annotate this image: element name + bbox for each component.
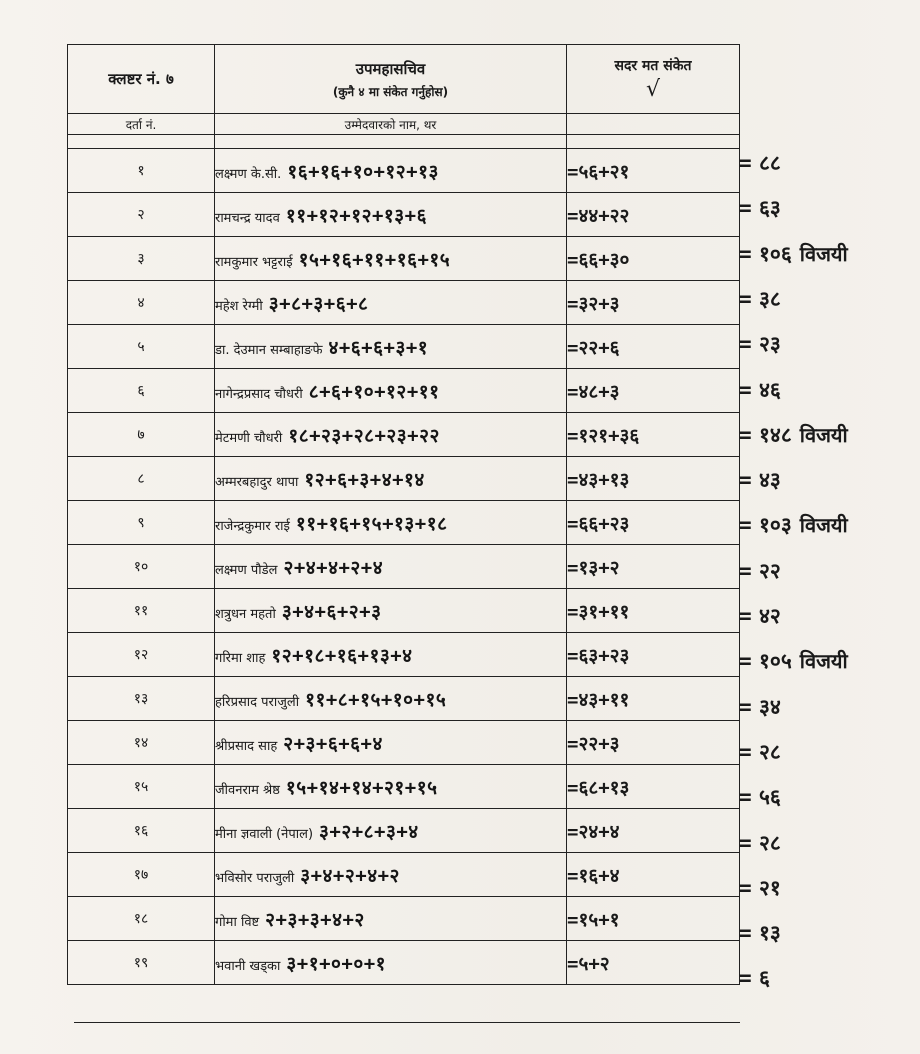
subtotal-cell: [567, 237, 740, 281]
post-title: उपमहासचिव: [355, 59, 426, 78]
table-row: [68, 897, 740, 941]
handwritten-subtotal: =३१+११: [567, 600, 630, 623]
handwritten-subtotal: =२२+३: [567, 732, 620, 755]
handwritten-total: ४२: [759, 604, 781, 628]
table-row: [68, 457, 740, 501]
total-line: [739, 738, 909, 766]
candidate-name: मीना ज्ञवाली (नेपाल): [215, 826, 314, 842]
handwritten-tally: ११+१६+१५+१३+१८: [295, 512, 448, 535]
candidate-name: शत्रुधन महतो: [215, 606, 276, 622]
table-row: [68, 589, 740, 633]
handwritten-tally: २+३+३+४+२: [265, 908, 365, 931]
handwritten-total: १०६: [759, 241, 792, 266]
handwritten-subtotal: =५६+२१: [567, 160, 630, 183]
total-line: [739, 285, 909, 313]
candidate-label: उम्मेदवारको नाम, थर: [215, 114, 567, 135]
handwritten-total: ४६: [759, 377, 781, 402]
table-row: [68, 369, 740, 413]
candidate-cell: [215, 457, 567, 501]
handwritten-total: २१: [759, 875, 781, 900]
handwritten-subtotal: =५+२: [567, 952, 610, 975]
table-row: [68, 149, 740, 193]
total-line: [739, 693, 909, 721]
equals-sign: =: [739, 468, 752, 493]
candidate-name: गोमा विष्ट: [215, 914, 260, 930]
candidate-cell: [215, 765, 567, 809]
equals-sign: =: [739, 286, 752, 311]
total-line: [739, 240, 909, 268]
handwritten-subtotal: =१३+२: [567, 556, 620, 579]
subtotal-cell: [567, 193, 740, 237]
handwritten-subtotal: =६६+२३: [567, 512, 630, 535]
table-row: [68, 677, 740, 721]
handwritten-subtotal: =२२+६: [567, 336, 620, 359]
candidate-name: नागेन्द्रप्रसाद चौधरी: [215, 386, 303, 402]
subtotal-cell: [567, 281, 740, 325]
handwritten-subtotal: =६३+२३: [567, 644, 630, 667]
handwritten-tally: १२+६+३+४+१४: [304, 468, 425, 491]
vote-mark-header: [567, 45, 740, 114]
equals-sign: =: [739, 966, 752, 991]
candidate-cell: [215, 545, 567, 589]
total-line: [739, 647, 909, 675]
subtotal-cell: [567, 853, 740, 897]
total-line: [739, 421, 909, 449]
candidate-name: जीवनराम श्रेष्ठ: [215, 782, 280, 798]
table-row: [68, 413, 740, 457]
handwritten-tally: ३+४+२+४+२: [300, 864, 400, 887]
total-line: [739, 466, 909, 494]
reg-number: १८: [68, 897, 215, 941]
candidate-cell: [215, 853, 567, 897]
candidate-name: राजेन्द्रकुमार राई: [215, 518, 290, 534]
candidate-cell: [215, 633, 567, 677]
candidate-name: मेटमणी चौधरी: [215, 430, 283, 446]
candidate-cell: [215, 281, 567, 325]
subtotal-cell: [567, 501, 740, 545]
table-header: [68, 45, 740, 114]
winner-note: विजयी: [799, 513, 848, 538]
candidate-name: भवानी खड्का: [215, 958, 281, 974]
equals-sign: =: [739, 694, 752, 719]
candidate-name: लक्ष्मण पौडेल: [215, 562, 278, 578]
winner-note: विजयी: [799, 241, 848, 266]
handwritten-subtotal: =४४+२२: [567, 204, 630, 227]
table-row: [68, 809, 740, 853]
equals-sign: =: [739, 196, 752, 221]
handwritten-tally: ८+६+१०+१२+११: [308, 380, 440, 403]
vote-tally-table: [67, 44, 740, 985]
candidate-cell: [215, 721, 567, 765]
handwritten-total: ६३: [759, 196, 781, 221]
reg-number: १४: [68, 721, 215, 765]
subtotal-cell: [567, 721, 740, 765]
candidate-cell: [215, 369, 567, 413]
equals-sign: =: [739, 649, 752, 674]
equals-sign: =: [739, 739, 752, 764]
table-row: [68, 633, 740, 677]
subtotal-cell: [567, 325, 740, 369]
candidate-cell: [215, 501, 567, 545]
equals-sign: =: [739, 241, 752, 266]
handwritten-tally: ३+८+३+६+८: [268, 292, 369, 315]
total-line: [739, 557, 909, 585]
table-row: [68, 281, 740, 325]
total-line: [739, 330, 909, 358]
candidate-rows: [68, 149, 740, 985]
reg-number: १: [68, 149, 215, 193]
subtotal-cell: [567, 765, 740, 809]
handwritten-total: ६: [759, 966, 770, 991]
subtotal-cell: [567, 149, 740, 193]
tick-mark-icon: √: [645, 77, 661, 102]
candidate-cell: [215, 941, 567, 985]
post-header: [215, 45, 567, 114]
handwritten-subtotal: =६८+१३: [567, 776, 630, 799]
subtotal-cell: [567, 941, 740, 985]
handwritten-tally: १५+१६+११+१६+१५: [298, 248, 451, 271]
candidate-name: गरिमा शाह: [215, 650, 266, 666]
subtotal-cell: [567, 589, 740, 633]
total-line: [739, 964, 909, 992]
handwritten-tally: १२+१८+१६+१३+४: [271, 644, 413, 667]
reg-number: ६: [68, 369, 215, 413]
total-line: [739, 783, 909, 811]
equals-sign: =: [739, 921, 752, 946]
equals-sign: =: [739, 422, 752, 447]
handwritten-tally: १६+१६+१०+१२+१३: [287, 160, 439, 183]
table-row: [68, 501, 740, 545]
reg-number: २: [68, 193, 215, 237]
subtotal-cell: [567, 677, 740, 721]
handwritten-total: ३८: [759, 286, 781, 311]
subtotal-cell: [567, 369, 740, 413]
handwritten-subtotal: =२४+४: [567, 820, 620, 843]
candidate-cell: [215, 325, 567, 369]
total-line: [739, 602, 909, 630]
reg-number: १२: [68, 633, 215, 677]
candidate-cell: [215, 193, 567, 237]
table-subheader: [68, 114, 740, 135]
handwritten-tally: १५+१४+१४+२१+१५: [285, 776, 438, 799]
handwritten-tally: १८+२३+२८+२३+२२: [288, 424, 440, 447]
equals-sign: =: [739, 332, 752, 357]
subtotal-cell: [567, 457, 740, 501]
handwritten-tally: ४+६+६+३+१: [328, 336, 429, 359]
total-line: [739, 919, 909, 947]
handwritten-subtotal: =१६+४: [567, 864, 620, 887]
equals-sign: =: [739, 377, 752, 402]
equals-sign: =: [739, 875, 752, 900]
handwritten-total: २८: [759, 739, 781, 764]
table-row: [68, 193, 740, 237]
handwritten-total: १४८: [759, 422, 792, 447]
reg-number: ७: [68, 413, 215, 457]
handwritten-subtotal: =१५+१: [567, 908, 620, 931]
handwritten-subtotal: =१२१+३६: [567, 424, 640, 447]
table-row: [68, 853, 740, 897]
equals-sign: =: [739, 151, 752, 175]
total-line: [739, 376, 909, 404]
subtotal-cell: [567, 809, 740, 853]
candidate-cell: [215, 809, 567, 853]
candidate-name: डा. देउमान सम्बाहाङफे: [215, 342, 323, 358]
candidate-cell: [215, 897, 567, 941]
bottom-rule: [74, 1022, 740, 1023]
handwritten-tally: ३+४+६+२+३: [281, 600, 382, 623]
candidate-name: रामचन्द्र यादव: [215, 210, 280, 226]
candidate-cell: [215, 413, 567, 457]
handwritten-subtotal: =६६+३०: [567, 248, 630, 271]
candidate-cell: [215, 677, 567, 721]
total-line: [739, 194, 909, 222]
table-row: [68, 941, 740, 985]
spacer-row: [68, 135, 740, 149]
subtotal-cell: [567, 633, 740, 677]
subtotal-cell: [567, 545, 740, 589]
handwritten-tally: २+४+४+२+४: [283, 556, 384, 579]
reg-number: ५: [68, 325, 215, 369]
handwritten-tally: ३+२+८+३+४: [319, 820, 419, 843]
candidate-cell: [215, 149, 567, 193]
handwritten-tally: २+३+६+६+४: [283, 732, 383, 755]
handwritten-tally: ३+१+०+०+१: [286, 952, 387, 975]
handwritten-total: ५६: [759, 785, 781, 810]
handwritten-total: २३: [759, 332, 781, 357]
candidate-name: रामकुमार भट्टराई: [215, 254, 293, 270]
candidate-name: हरिप्रसाद पराजुली: [215, 694, 300, 710]
reg-number: १३: [68, 677, 215, 721]
handwritten-subtotal: =४३+११: [567, 688, 630, 711]
total-line: [739, 874, 909, 902]
handwritten-subtotal: =४८+३: [567, 380, 620, 403]
handwritten-subtotal: =३२+३: [567, 292, 620, 315]
reg-number: १०: [68, 545, 215, 589]
handwritten-tally: ११+८+१५+१०+१५: [305, 688, 447, 711]
candidate-cell: [215, 237, 567, 281]
handwritten-total: ८८: [759, 151, 781, 175]
winner-note: विजयी: [799, 649, 848, 674]
handwritten-subtotal: =४३+१३: [567, 468, 630, 491]
vote-mark-label: सदर मत संकेत: [614, 58, 692, 74]
equals-sign: =: [739, 785, 752, 810]
candidate-name: महेश रेग्मी: [215, 298, 263, 314]
total-line: [739, 511, 909, 539]
reg-no-label: दर्ता नं.: [68, 114, 215, 135]
candidate-name: श्रीप्रसाद साह: [215, 738, 278, 754]
table-row: [68, 765, 740, 809]
handwritten-tally: ११+१२+१२+१३+६: [285, 204, 427, 227]
equals-sign: =: [739, 513, 752, 538]
reg-number: ३: [68, 237, 215, 281]
reg-number: १६: [68, 809, 215, 853]
reg-number: १७: [68, 853, 215, 897]
cluster-label: क्लष्टर नं. ७: [68, 45, 215, 114]
table-row: [68, 237, 740, 281]
total-line: [739, 149, 909, 177]
reg-number: ९: [68, 501, 215, 545]
table-row: [68, 325, 740, 369]
candidate-name: अम्मरबहादुर थापा: [215, 474, 299, 490]
reg-number: ११: [68, 589, 215, 633]
handwritten-total: १०३: [759, 513, 792, 538]
subtotal-cell: [567, 413, 740, 457]
handwritten-total: २८: [759, 830, 781, 855]
subtotal-cell: [567, 897, 740, 941]
handwritten-total: २२: [759, 558, 781, 583]
candidate-name: भविसोर पराजुली: [215, 870, 295, 886]
winner-note: विजयी: [799, 422, 848, 447]
reg-number: १५: [68, 765, 215, 809]
post-note: (कुनै ४ मा संकेत गर्नुहोस): [332, 84, 449, 99]
equals-sign: =: [739, 558, 752, 583]
equals-sign: =: [739, 604, 752, 628]
handwritten-total: १३: [759, 921, 781, 946]
equals-sign: =: [739, 830, 752, 855]
candidate-name: लक्ष्मण के.सी.: [215, 166, 282, 182]
handwritten-total: ४३: [759, 468, 781, 493]
reg-number: ४: [68, 281, 215, 325]
empty-subheader-cell: [567, 114, 740, 135]
handwritten-total: १०५: [759, 649, 792, 674]
table-row: [68, 545, 740, 589]
total-line: [739, 829, 909, 857]
reg-number: ८: [68, 457, 215, 501]
reg-number: १९: [68, 941, 215, 985]
candidate-cell: [215, 589, 567, 633]
handwritten-total: ३४: [759, 694, 781, 719]
table-row: [68, 721, 740, 765]
